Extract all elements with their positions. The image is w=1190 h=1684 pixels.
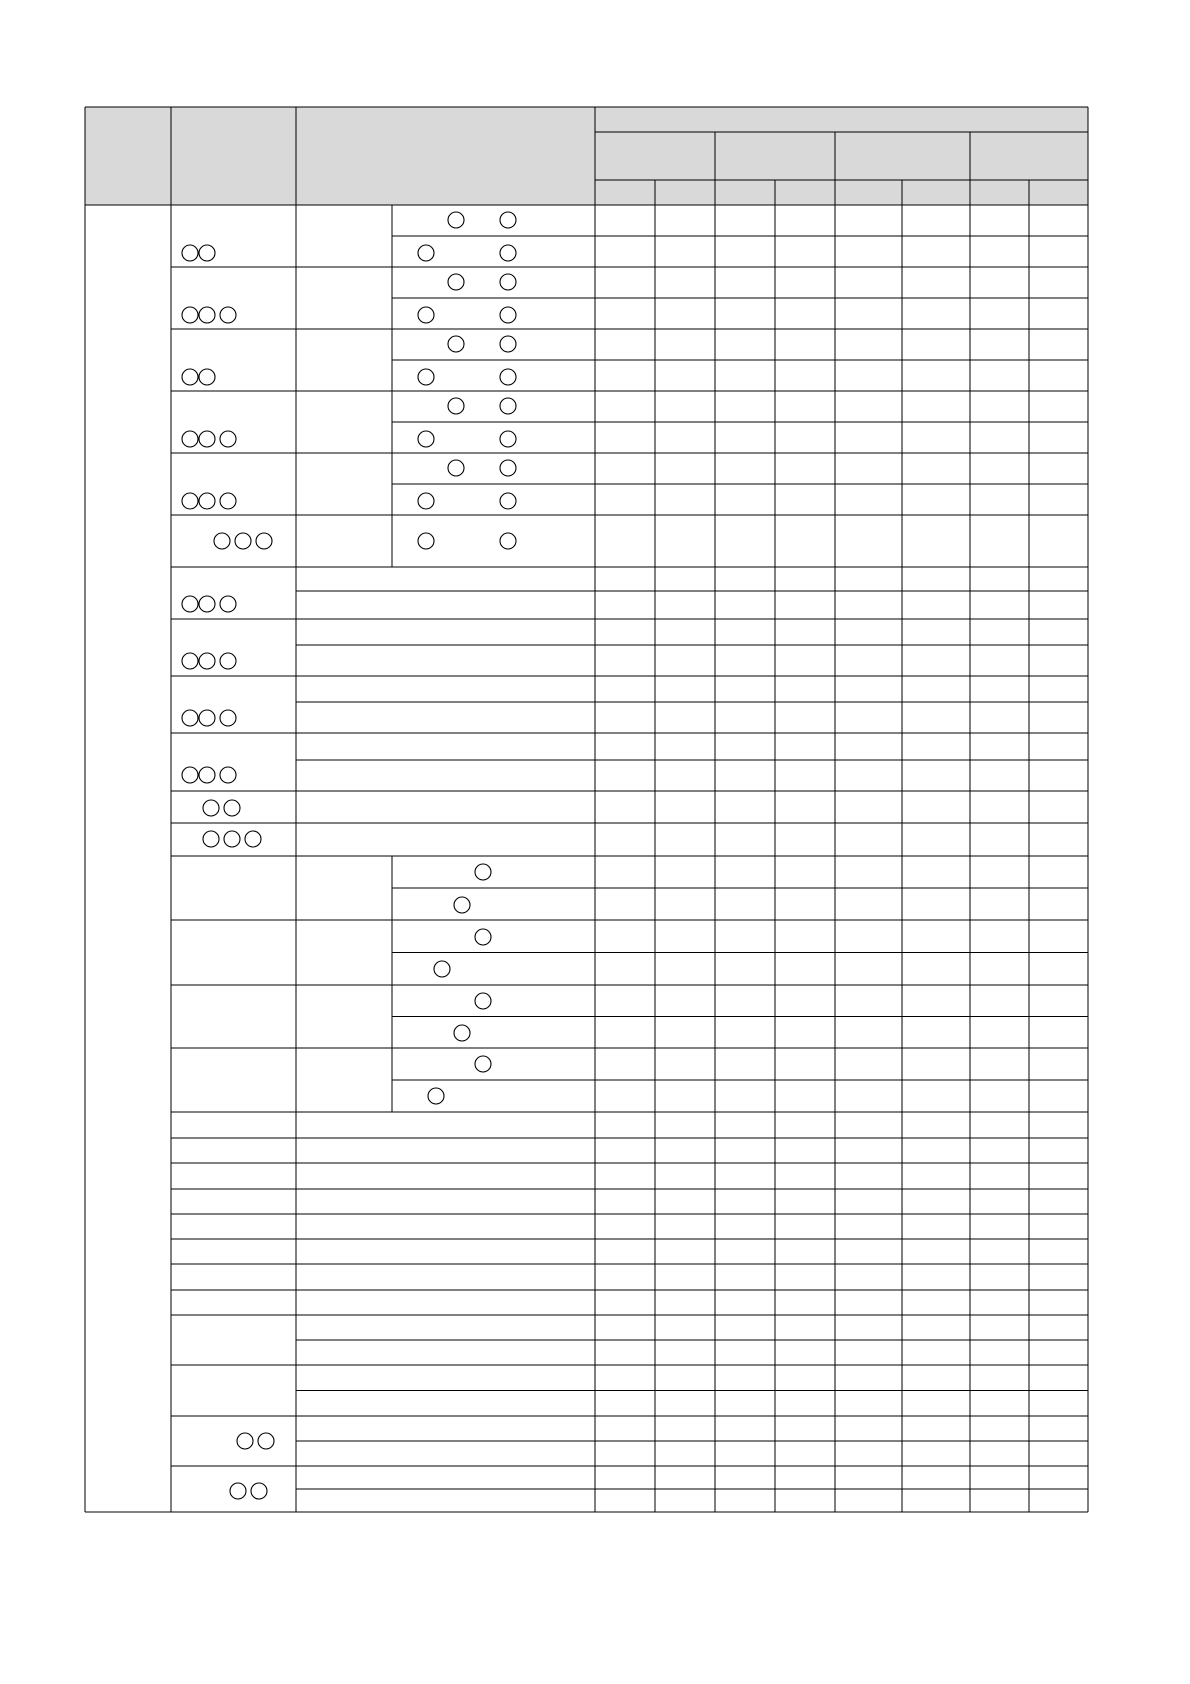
empty-circle-icon — [448, 212, 464, 228]
empty-circle-icon — [418, 533, 434, 549]
empty-circle-icon — [500, 460, 516, 476]
empty-circle-icon — [434, 961, 450, 977]
empty-circle-icon — [500, 274, 516, 290]
empty-circle-icon — [418, 307, 434, 323]
empty-circle-icon — [500, 245, 516, 261]
empty-circle-icon — [448, 336, 464, 352]
empty-circle-icon — [237, 1433, 253, 1449]
empty-circle-icon — [220, 767, 236, 783]
table-header — [85, 107, 1088, 205]
empty-circle-icon — [199, 431, 215, 447]
empty-circle-icon — [199, 653, 215, 669]
empty-circle-icon — [203, 831, 219, 847]
empty-circle-icon — [230, 1483, 246, 1499]
empty-circle-icon — [500, 398, 516, 414]
empty-circle-icon — [182, 245, 198, 261]
empty-circle-icon — [500, 431, 516, 447]
empty-circle-icon — [199, 710, 215, 726]
empty-circle-icon — [182, 596, 198, 612]
empty-circle-icon — [235, 533, 251, 549]
empty-circle-icon — [475, 1056, 491, 1072]
empty-circle-icon — [448, 398, 464, 414]
empty-circle-icon — [500, 493, 516, 509]
empty-circle-icon — [224, 831, 240, 847]
empty-circle-icon — [418, 369, 434, 385]
empty-circle-icon — [418, 431, 434, 447]
empty-circle-icon — [220, 307, 236, 323]
empty-circle-icon — [182, 431, 198, 447]
empty-circle-icon — [428, 1088, 444, 1104]
empty-circle-icon — [454, 1025, 470, 1041]
empty-circle-icon — [199, 493, 215, 509]
empty-circle-icon — [500, 533, 516, 549]
empty-circle-icon — [182, 307, 198, 323]
empty-circle-icon — [500, 307, 516, 323]
empty-circle-icon — [182, 653, 198, 669]
empty-circle-icon — [256, 533, 272, 549]
empty-circle-icon — [418, 493, 434, 509]
empty-circle-icon — [182, 767, 198, 783]
empty-circle-icon — [199, 596, 215, 612]
empty-circle-icon — [182, 493, 198, 509]
empty-circle-icon — [258, 1433, 274, 1449]
empty-circle-icon — [500, 336, 516, 352]
empty-circle-icon — [203, 800, 219, 816]
empty-circle-icon — [220, 596, 236, 612]
empty-circle-icon — [500, 212, 516, 228]
empty-circle-icon — [182, 369, 198, 385]
empty-circle-icon — [199, 767, 215, 783]
empty-circle-icon — [220, 431, 236, 447]
empty-circle-icon — [500, 369, 516, 385]
empty-circle-icon — [182, 710, 198, 726]
empty-circle-icon — [220, 710, 236, 726]
empty-circle-icon — [245, 831, 261, 847]
empty-circle-icon — [224, 800, 240, 816]
empty-circle-icon — [199, 307, 215, 323]
empty-circle-icon — [199, 245, 215, 261]
empty-circle-icon — [220, 493, 236, 509]
empty-circle-icon — [418, 245, 434, 261]
empty-circle-icon — [220, 653, 236, 669]
empty-circle-icon — [448, 460, 464, 476]
empty-circle-icon — [475, 864, 491, 880]
empty-circle-icon — [251, 1483, 267, 1499]
empty-circle-icon — [475, 929, 491, 945]
empty-circle-icon — [199, 369, 215, 385]
empty-circle-icon — [454, 897, 470, 913]
empty-circle-icon — [448, 274, 464, 290]
empty-circle-icon — [214, 533, 230, 549]
empty-circle-icon — [475, 993, 491, 1009]
